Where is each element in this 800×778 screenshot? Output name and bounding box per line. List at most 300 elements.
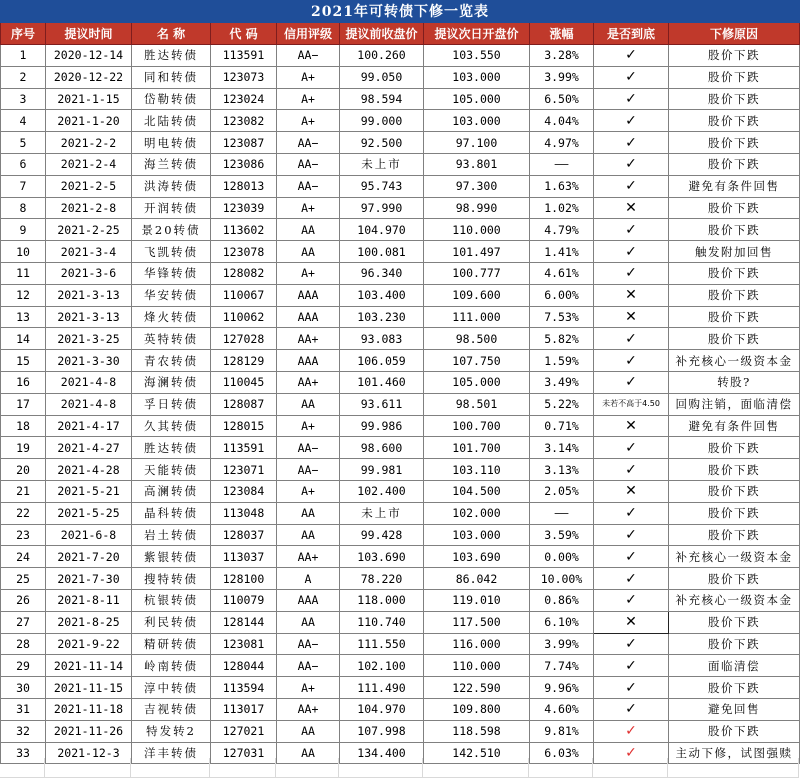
cell-rating[interactable]: AAA bbox=[277, 589, 340, 611]
cell-date[interactable]: 2021-3-4 bbox=[46, 241, 132, 263]
cell-date[interactable]: 2021-2-25 bbox=[46, 219, 132, 241]
cell-code[interactable]: 113591 bbox=[211, 45, 277, 67]
cell-before[interactable]: 104.970 bbox=[340, 219, 424, 241]
cell-rise[interactable]: 7.74% bbox=[530, 655, 594, 677]
cell-code[interactable]: 128144 bbox=[211, 611, 277, 633]
cell-no[interactable]: 7 bbox=[1, 175, 46, 197]
cell-rating[interactable]: AA− bbox=[277, 153, 340, 175]
cell-date[interactable]: 2021-11-14 bbox=[46, 655, 132, 677]
cell-after[interactable]: 103.690 bbox=[424, 546, 530, 568]
cell-date[interactable]: 2021-4-8 bbox=[46, 393, 132, 415]
cell-no[interactable]: 30 bbox=[1, 677, 46, 699]
cell-date[interactable]: 2021-3-30 bbox=[46, 350, 132, 372]
cell-before[interactable]: 111.490 bbox=[340, 677, 424, 699]
cell-rating[interactable]: AA+ bbox=[277, 328, 340, 350]
cell-bottom[interactable]: ✓ bbox=[594, 153, 669, 175]
cell-bottom[interactable]: ✓ bbox=[594, 677, 669, 699]
cell-rating[interactable]: AA bbox=[277, 241, 340, 263]
cell-before[interactable]: 99.000 bbox=[340, 110, 424, 132]
cell-rise[interactable]: 6.50% bbox=[530, 88, 594, 110]
cell-code[interactable]: 113017 bbox=[211, 698, 277, 720]
cell-rating[interactable]: AA+ bbox=[277, 698, 340, 720]
cell-rise[interactable]: 4.04% bbox=[530, 110, 594, 132]
cell-rating[interactable]: A+ bbox=[277, 88, 340, 110]
header-cell-before[interactable]: 提议前收盘价 bbox=[340, 23, 424, 45]
cell-after[interactable]: 118.598 bbox=[424, 720, 530, 742]
cell-no[interactable]: 5 bbox=[1, 132, 46, 154]
cell-code[interactable]: 127028 bbox=[211, 328, 277, 350]
cell-after[interactable]: 110.000 bbox=[424, 655, 530, 677]
cell-bottom[interactable]: ✓ bbox=[594, 502, 669, 524]
cell-rise[interactable]: 4.60% bbox=[530, 698, 594, 720]
cell-bottom[interactable]: ✓ bbox=[594, 241, 669, 263]
cell-name[interactable]: 洋丰转债 bbox=[132, 742, 211, 764]
cell-after[interactable]: 101.497 bbox=[424, 241, 530, 263]
cell-code[interactable]: 123073 bbox=[211, 66, 277, 88]
cell-before[interactable]: 98.600 bbox=[340, 437, 424, 459]
cell-date[interactable]: 2021-3-13 bbox=[46, 306, 132, 328]
cell-name[interactable]: 岩土转债 bbox=[132, 524, 211, 546]
cell-date[interactable]: 2021-8-11 bbox=[46, 589, 132, 611]
cell-no[interactable]: 15 bbox=[1, 350, 46, 372]
cell-name[interactable]: 英特转债 bbox=[132, 328, 211, 350]
cell-rise[interactable]: 1.63% bbox=[530, 175, 594, 197]
cell-reason[interactable]: 股价下跌 bbox=[669, 88, 800, 110]
cell-rise[interactable]: 4.97% bbox=[530, 132, 594, 154]
cell-after[interactable]: 119.010 bbox=[424, 589, 530, 611]
cell-bottom[interactable]: ✓ bbox=[594, 262, 669, 284]
cell-rating[interactable]: A+ bbox=[277, 480, 340, 502]
cell-name[interactable]: 洪涛转债 bbox=[132, 175, 211, 197]
cell-after[interactable]: 111.000 bbox=[424, 306, 530, 328]
cell-code[interactable]: 128082 bbox=[211, 262, 277, 284]
cell-rating[interactable]: AA bbox=[277, 219, 340, 241]
cell-rating[interactable]: A bbox=[277, 568, 340, 590]
cell-bottom[interactable]: ✓ bbox=[594, 66, 669, 88]
cell-before[interactable]: 106.059 bbox=[340, 350, 424, 372]
cell-bottom[interactable]: ✓ bbox=[594, 88, 669, 110]
cell-code[interactable]: 113037 bbox=[211, 546, 277, 568]
cell-reason[interactable]: 股价下跌 bbox=[669, 262, 800, 284]
cell-rise[interactable]: —— bbox=[530, 153, 594, 175]
cell-reason[interactable]: 股价下跌 bbox=[669, 328, 800, 350]
cell-rating[interactable]: A+ bbox=[277, 677, 340, 699]
cell-date[interactable]: 2021-11-26 bbox=[46, 720, 132, 742]
cell-before[interactable]: 97.990 bbox=[340, 197, 424, 219]
cell-reason[interactable]: 股价下跌 bbox=[669, 633, 800, 655]
cell-no[interactable]: 29 bbox=[1, 655, 46, 677]
cell-name[interactable]: 同和转债 bbox=[132, 66, 211, 88]
cell-bottom[interactable]: ✕ bbox=[594, 284, 669, 306]
cell-rise[interactable]: 4.79% bbox=[530, 219, 594, 241]
cell-date[interactable]: 2021-1-15 bbox=[46, 88, 132, 110]
cell-bottom[interactable]: ✕ bbox=[594, 197, 669, 219]
cell-before[interactable]: 99.428 bbox=[340, 524, 424, 546]
cell-no[interactable]: 32 bbox=[1, 720, 46, 742]
cell-before[interactable]: 未上市 bbox=[340, 153, 424, 175]
cell-after[interactable]: 105.000 bbox=[424, 88, 530, 110]
cell-before[interactable]: 未上市 bbox=[340, 502, 424, 524]
cell-name[interactable]: 搜特转债 bbox=[132, 568, 211, 590]
cell-after[interactable]: 101.700 bbox=[424, 437, 530, 459]
cell-after[interactable]: 102.000 bbox=[424, 502, 530, 524]
cell-rating[interactable]: AA bbox=[277, 524, 340, 546]
cell-date[interactable]: 2021-1-20 bbox=[46, 110, 132, 132]
cell-reason[interactable]: 股价下跌 bbox=[669, 153, 800, 175]
cell-before[interactable]: 99.050 bbox=[340, 66, 424, 88]
cell-name[interactable]: 北陆转债 bbox=[132, 110, 211, 132]
cell-code[interactable]: 113594 bbox=[211, 677, 277, 699]
cell-bottom[interactable]: ✓ bbox=[594, 655, 669, 677]
header-cell-rise[interactable]: 涨幅 bbox=[530, 23, 594, 45]
cell-before[interactable]: 100.260 bbox=[340, 45, 424, 67]
cell-reason[interactable]: 股价下跌 bbox=[669, 677, 800, 699]
cell-before[interactable]: 104.970 bbox=[340, 698, 424, 720]
cell-reason[interactable]: 避免有条件回售 bbox=[669, 175, 800, 197]
cell-date[interactable]: 2021-3-25 bbox=[46, 328, 132, 350]
cell-name[interactable]: 华锋转债 bbox=[132, 262, 211, 284]
cell-rise[interactable]: 0.00% bbox=[530, 546, 594, 568]
cell-rise[interactable]: 9.96% bbox=[530, 677, 594, 699]
cell-after[interactable]: 97.100 bbox=[424, 132, 530, 154]
cell-rating[interactable]: AA bbox=[277, 611, 340, 633]
cell-no[interactable]: 28 bbox=[1, 633, 46, 655]
cell-after[interactable]: 100.700 bbox=[424, 415, 530, 437]
cell-reason[interactable]: 股价下跌 bbox=[669, 459, 800, 481]
cell-rise[interactable]: 4.61% bbox=[530, 262, 594, 284]
cell-name[interactable]: 久其转债 bbox=[132, 415, 211, 437]
cell-after[interactable]: 116.000 bbox=[424, 633, 530, 655]
cell-rise[interactable]: 5.22% bbox=[530, 393, 594, 415]
header-cell-bottom[interactable]: 是否到底 bbox=[594, 23, 669, 45]
cell-no[interactable]: 22 bbox=[1, 502, 46, 524]
cell-code[interactable]: 113048 bbox=[211, 502, 277, 524]
cell-after[interactable]: 110.000 bbox=[424, 219, 530, 241]
cell-no[interactable]: 4 bbox=[1, 110, 46, 132]
cell-reason[interactable]: 避免有条件回售 bbox=[669, 415, 800, 437]
cell-no[interactable]: 27 bbox=[1, 611, 46, 633]
cell-before[interactable]: 96.340 bbox=[340, 262, 424, 284]
cell-bottom[interactable]: ✓ bbox=[594, 350, 669, 372]
cell-rating[interactable]: AA− bbox=[277, 633, 340, 655]
cell-after[interactable]: 117.500 bbox=[424, 611, 530, 633]
cell-code[interactable]: 128013 bbox=[211, 175, 277, 197]
cell-bottom[interactable]: ✓ bbox=[594, 175, 669, 197]
cell-code[interactable]: 123087 bbox=[211, 132, 277, 154]
cell-name[interactable]: 岱勒转债 bbox=[132, 88, 211, 110]
cell-after[interactable]: 109.600 bbox=[424, 284, 530, 306]
cell-rise[interactable]: 1.41% bbox=[530, 241, 594, 263]
cell-code[interactable]: 110079 bbox=[211, 589, 277, 611]
cell-bottom[interactable]: ✕ bbox=[594, 306, 669, 328]
cell-after[interactable]: 104.500 bbox=[424, 480, 530, 502]
cell-date[interactable]: 2021-5-25 bbox=[46, 502, 132, 524]
cell-before[interactable]: 103.400 bbox=[340, 284, 424, 306]
cell-date[interactable]: 2021-2-5 bbox=[46, 175, 132, 197]
cell-after[interactable]: 86.042 bbox=[424, 568, 530, 590]
cell-reason[interactable]: 转股? bbox=[669, 371, 800, 393]
cell-rise[interactable]: 0.86% bbox=[530, 589, 594, 611]
cell-reason[interactable]: 补充核心一级资本金 bbox=[669, 350, 800, 372]
cell-reason[interactable]: 面临清偿 bbox=[669, 655, 800, 677]
cell-bottom[interactable]: ✓ bbox=[594, 45, 669, 67]
cell-reason[interactable]: 补充核心一级资本金 bbox=[669, 589, 800, 611]
cell-name[interactable]: 淳中转债 bbox=[132, 677, 211, 699]
cell-date[interactable]: 2021-2-4 bbox=[46, 153, 132, 175]
cell-before[interactable]: 93.083 bbox=[340, 328, 424, 350]
cell-rating[interactable]: A+ bbox=[277, 66, 340, 88]
cell-date[interactable]: 2021-9-22 bbox=[46, 633, 132, 655]
cell-after[interactable]: 142.510 bbox=[424, 742, 530, 764]
cell-rise[interactable]: 6.03% bbox=[530, 742, 594, 764]
cell-no[interactable]: 11 bbox=[1, 262, 46, 284]
cell-reason[interactable]: 股价下跌 bbox=[669, 437, 800, 459]
cell-name[interactable]: 开润转债 bbox=[132, 197, 211, 219]
cell-no[interactable]: 24 bbox=[1, 546, 46, 568]
cell-before[interactable]: 78.220 bbox=[340, 568, 424, 590]
cell-bottom[interactable]: ✓ bbox=[594, 698, 669, 720]
cell-rise[interactable]: 3.28% bbox=[530, 45, 594, 67]
cell-rating[interactable]: AA bbox=[277, 742, 340, 764]
cell-reason[interactable]: 触发附加回售 bbox=[669, 241, 800, 263]
cell-name[interactable]: 高澜转债 bbox=[132, 480, 211, 502]
cell-code[interactable]: 110045 bbox=[211, 371, 277, 393]
cell-reason[interactable]: 股价下跌 bbox=[669, 502, 800, 524]
cell-rating[interactable]: AA− bbox=[277, 437, 340, 459]
cell-before[interactable]: 103.690 bbox=[340, 546, 424, 568]
cell-code[interactable]: 128129 bbox=[211, 350, 277, 372]
cell-code[interactable]: 123039 bbox=[211, 197, 277, 219]
cell-before[interactable]: 102.400 bbox=[340, 480, 424, 502]
cell-rise[interactable]: 3.99% bbox=[530, 66, 594, 88]
cell-date[interactable]: 2021-2-2 bbox=[46, 132, 132, 154]
cell-rating[interactable]: AA bbox=[277, 720, 340, 742]
cell-reason[interactable]: 股价下跌 bbox=[669, 45, 800, 67]
cell-rating[interactable]: A+ bbox=[277, 415, 340, 437]
cell-rise[interactable]: 0.71% bbox=[530, 415, 594, 437]
cell-before[interactable]: 102.100 bbox=[340, 655, 424, 677]
header-cell-date[interactable]: 提议时间 bbox=[46, 23, 132, 45]
cell-name[interactable]: 海兰转债 bbox=[132, 153, 211, 175]
cell-before[interactable]: 100.081 bbox=[340, 241, 424, 263]
cell-rise[interactable]: 3.99% bbox=[530, 633, 594, 655]
cell-date[interactable]: 2021-4-17 bbox=[46, 415, 132, 437]
header-cell-rating[interactable]: 信用评级 bbox=[277, 23, 340, 45]
cell-reason[interactable]: 股价下跌 bbox=[669, 480, 800, 502]
cell-before[interactable]: 99.981 bbox=[340, 459, 424, 481]
cell-after[interactable]: 109.800 bbox=[424, 698, 530, 720]
cell-rise[interactable]: 9.81% bbox=[530, 720, 594, 742]
cell-name[interactable]: 明电转债 bbox=[132, 132, 211, 154]
cell-rating[interactable]: A+ bbox=[277, 110, 340, 132]
cell-no[interactable]: 16 bbox=[1, 371, 46, 393]
cell-name[interactable]: 天能转债 bbox=[132, 459, 211, 481]
cell-after[interactable]: 98.501 bbox=[424, 393, 530, 415]
cell-no[interactable]: 19 bbox=[1, 437, 46, 459]
cell-date[interactable]: 2021-3-6 bbox=[46, 262, 132, 284]
cell-after[interactable]: 107.750 bbox=[424, 350, 530, 372]
cell-code[interactable]: 113591 bbox=[211, 437, 277, 459]
cell-before[interactable]: 101.460 bbox=[340, 371, 424, 393]
cell-no[interactable]: 12 bbox=[1, 284, 46, 306]
cell-before[interactable]: 92.500 bbox=[340, 132, 424, 154]
cell-rating[interactable]: AA+ bbox=[277, 546, 340, 568]
cell-rating[interactable]: AA− bbox=[277, 175, 340, 197]
cell-bottom[interactable]: ✕ bbox=[594, 611, 669, 633]
cell-rise[interactable]: 6.00% bbox=[530, 284, 594, 306]
cell-name[interactable]: 晶科转债 bbox=[132, 502, 211, 524]
cell-date[interactable]: 2021-3-13 bbox=[46, 284, 132, 306]
cell-code[interactable]: 123086 bbox=[211, 153, 277, 175]
cell-code[interactable]: 128037 bbox=[211, 524, 277, 546]
cell-rating[interactable]: AA bbox=[277, 502, 340, 524]
cell-after[interactable]: 98.500 bbox=[424, 328, 530, 350]
cell-rating[interactable]: AAA bbox=[277, 284, 340, 306]
cell-reason[interactable]: 补充核心一级资本金 bbox=[669, 546, 800, 568]
cell-name[interactable]: 吉视转债 bbox=[132, 698, 211, 720]
cell-reason[interactable]: 避免回售 bbox=[669, 698, 800, 720]
cell-bottom[interactable]: ✓ bbox=[594, 459, 669, 481]
cell-code[interactable]: 127021 bbox=[211, 720, 277, 742]
cell-reason[interactable]: 回购注销，面临清偿 bbox=[669, 393, 800, 415]
cell-no[interactable]: 2 bbox=[1, 66, 46, 88]
cell-name[interactable]: 孚日转债 bbox=[132, 393, 211, 415]
cell-rating[interactable]: AA+ bbox=[277, 371, 340, 393]
cell-after[interactable]: 100.777 bbox=[424, 262, 530, 284]
cell-before[interactable]: 134.400 bbox=[340, 742, 424, 764]
cell-before[interactable]: 99.986 bbox=[340, 415, 424, 437]
cell-bottom[interactable]: ✓ bbox=[594, 742, 669, 764]
cell-rise[interactable]: 7.53% bbox=[530, 306, 594, 328]
cell-rise[interactable]: 5.82% bbox=[530, 328, 594, 350]
cell-after[interactable]: 103.000 bbox=[424, 524, 530, 546]
cell-bottom[interactable]: ✓ bbox=[594, 371, 669, 393]
cell-bottom[interactable]: ✓ bbox=[594, 633, 669, 655]
cell-name[interactable]: 华安转债 bbox=[132, 284, 211, 306]
cell-after[interactable]: 103.110 bbox=[424, 459, 530, 481]
header-cell-code[interactable]: 代 码 bbox=[211, 23, 277, 45]
cell-no[interactable]: 6 bbox=[1, 153, 46, 175]
cell-date[interactable]: 2021-5-21 bbox=[46, 480, 132, 502]
cell-rating[interactable]: AA− bbox=[277, 132, 340, 154]
cell-no[interactable]: 18 bbox=[1, 415, 46, 437]
cell-reason[interactable]: 股价下跌 bbox=[669, 132, 800, 154]
cell-reason[interactable]: 股价下跌 bbox=[669, 568, 800, 590]
cell-bottom[interactable]: ✓ bbox=[594, 437, 669, 459]
cell-after[interactable]: 103.000 bbox=[424, 66, 530, 88]
cell-no[interactable]: 26 bbox=[1, 589, 46, 611]
cell-after[interactable]: 103.550 bbox=[424, 45, 530, 67]
cell-bottom[interactable]: ✕ bbox=[594, 480, 669, 502]
cell-name[interactable]: 胜达转债 bbox=[132, 437, 211, 459]
cell-date[interactable]: 2021-6-8 bbox=[46, 524, 132, 546]
cell-code[interactable]: 123078 bbox=[211, 241, 277, 263]
cell-rise[interactable]: 2.05% bbox=[530, 480, 594, 502]
cell-reason[interactable]: 主动下修，试图强赎 bbox=[669, 742, 800, 764]
cell-date[interactable]: 2021-8-25 bbox=[46, 611, 132, 633]
cell-code[interactable]: 110062 bbox=[211, 306, 277, 328]
cell-code[interactable]: 113602 bbox=[211, 219, 277, 241]
cell-bottom[interactable]: ✓ bbox=[594, 589, 669, 611]
cell-name[interactable]: 特发转2 bbox=[132, 720, 211, 742]
cell-rise[interactable]: 10.00% bbox=[530, 568, 594, 590]
cell-before[interactable]: 107.998 bbox=[340, 720, 424, 742]
cell-no[interactable]: 31 bbox=[1, 698, 46, 720]
cell-no[interactable]: 23 bbox=[1, 524, 46, 546]
table-title[interactable]: 2021年可转债下修一览表 bbox=[1, 1, 800, 23]
cell-no[interactable]: 1 bbox=[1, 45, 46, 67]
cell-reason[interactable]: 股价下跌 bbox=[669, 524, 800, 546]
cell-bottom[interactable]: ✓ bbox=[594, 546, 669, 568]
cell-no[interactable]: 10 bbox=[1, 241, 46, 263]
cell-date[interactable]: 2021-4-27 bbox=[46, 437, 132, 459]
cell-before[interactable]: 95.743 bbox=[340, 175, 424, 197]
cell-before[interactable]: 98.594 bbox=[340, 88, 424, 110]
cell-name[interactable]: 景20转债 bbox=[132, 219, 211, 241]
header-cell-reason[interactable]: 下修原因 bbox=[669, 23, 800, 45]
cell-rise[interactable]: 3.13% bbox=[530, 459, 594, 481]
cell-date[interactable]: 2020-12-14 bbox=[46, 45, 132, 67]
cell-after[interactable]: 105.000 bbox=[424, 371, 530, 393]
cell-date[interactable]: 2021-12-3 bbox=[46, 742, 132, 764]
cell-name[interactable]: 胜达转债 bbox=[132, 45, 211, 67]
cell-no[interactable]: 21 bbox=[1, 480, 46, 502]
cell-after[interactable]: 98.990 bbox=[424, 197, 530, 219]
cell-bottom[interactable]: 未若不高于4.50 bbox=[594, 393, 669, 415]
cell-no[interactable]: 33 bbox=[1, 742, 46, 764]
cell-before[interactable]: 103.230 bbox=[340, 306, 424, 328]
cell-after[interactable]: 93.801 bbox=[424, 153, 530, 175]
cell-bottom[interactable]: ✓ bbox=[594, 568, 669, 590]
cell-name[interactable]: 精研转债 bbox=[132, 633, 211, 655]
cell-rise[interactable]: —— bbox=[530, 502, 594, 524]
cell-no[interactable]: 13 bbox=[1, 306, 46, 328]
cell-bottom[interactable]: ✕ bbox=[594, 415, 669, 437]
cell-reason[interactable]: 股价下跌 bbox=[669, 284, 800, 306]
cell-rise[interactable]: 3.49% bbox=[530, 371, 594, 393]
header-cell-name[interactable]: 名 称 bbox=[132, 23, 211, 45]
cell-code[interactable]: 128015 bbox=[211, 415, 277, 437]
cell-date[interactable]: 2021-11-18 bbox=[46, 698, 132, 720]
cell-no[interactable]: 9 bbox=[1, 219, 46, 241]
cell-name[interactable]: 烽火转债 bbox=[132, 306, 211, 328]
cell-name[interactable]: 利民转债 bbox=[132, 611, 211, 633]
cell-code[interactable]: 128044 bbox=[211, 655, 277, 677]
cell-date[interactable]: 2021-11-15 bbox=[46, 677, 132, 699]
cell-date[interactable]: 2021-7-30 bbox=[46, 568, 132, 590]
cell-code[interactable]: 128100 bbox=[211, 568, 277, 590]
cell-rating[interactable]: A+ bbox=[277, 197, 340, 219]
cell-no[interactable]: 3 bbox=[1, 88, 46, 110]
cell-name[interactable]: 青农转债 bbox=[132, 350, 211, 372]
cell-bottom[interactable]: ✓ bbox=[594, 720, 669, 742]
cell-rise[interactable]: 3.14% bbox=[530, 437, 594, 459]
cell-code[interactable]: 123071 bbox=[211, 459, 277, 481]
cell-code[interactable]: 110067 bbox=[211, 284, 277, 306]
cell-reason[interactable]: 股价下跌 bbox=[669, 197, 800, 219]
cell-name[interactable]: 杭银转债 bbox=[132, 589, 211, 611]
cell-before[interactable]: 93.611 bbox=[340, 393, 424, 415]
cell-name[interactable]: 紫银转债 bbox=[132, 546, 211, 568]
cell-name[interactable]: 海澜转债 bbox=[132, 371, 211, 393]
cell-rating[interactable]: AA− bbox=[277, 45, 340, 67]
cell-no[interactable]: 17 bbox=[1, 393, 46, 415]
cell-before[interactable]: 118.000 bbox=[340, 589, 424, 611]
cell-after[interactable]: 103.000 bbox=[424, 110, 530, 132]
cell-rating[interactable]: A+ bbox=[277, 262, 340, 284]
cell-date[interactable]: 2020-12-22 bbox=[46, 66, 132, 88]
cell-reason[interactable]: 股价下跌 bbox=[669, 611, 800, 633]
